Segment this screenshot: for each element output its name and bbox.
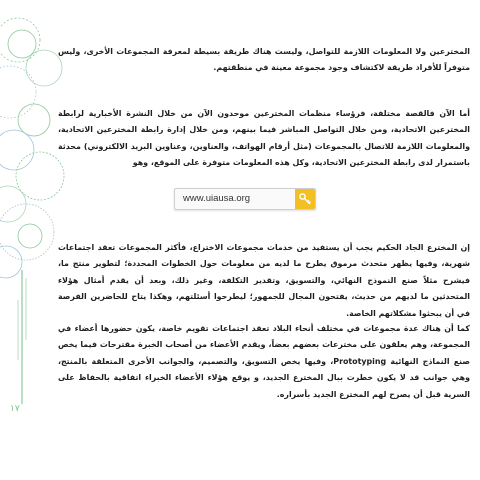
- paragraph-4: كما أن هناك عدة مجموعات في مختلف أنحاء البلاد تعقد اجتماعات تقويم خاصة، يكون حضورها أعضاء في المجموعة، وهم يعلقون على مخترعات بعضهم بعضاً، ويقدم الأعضاء من أصحاب الخبرة مقترحات فيما يخص صنع النماذج النهائية Prototyping، وفيها يخص التسويق، والتصميم، والجوانب الأخرى المتعلقة بالمنتج، وهي جوانب قد لا يكون خطرت ببال المخترع الجديد، و يوقع هؤلاء الأعضاء الخبراء اتفاقية بالحفاظ على السرية قبل أن يصرح لهم المخترع الجديد بأسراره.: [58, 323, 471, 399]
- page-number: ١٧: [10, 404, 20, 414]
- url-search-box: [174, 188, 316, 210]
- key-icon: [295, 189, 315, 209]
- paragraph-1: المخترعين ولا المعلومات اللازمة للتواصل، وليست هناك طريقة بسيطة لمعرفة المجموعات الأخرى، وليس متوفراً للأفراد طريقة لاكتشاف وجود مجموعة معينة في منطقتهم.: [58, 46, 470, 73]
- website-url[interactable]: www.uiausa.org: [183, 193, 251, 204]
- paragraph-3: إن المخترع الجاد الحكيم يجب أن يستفيد من خدمات مجموعات الاختراع، فأكثر المجموعات تعقد اجتماعات شهرية، وفيها يظهر متحدث مرموق يطرح ما لديه من معلومات حول الخطوات المحددة؛ لتطوير منتج ما، فيشرح مثلاً صنع النموذج النهائي، والتسويق، وتقدير التكلفة، وغير ذلك، وبعد أن يقدم أمثال هؤلاء المتحدثين ما لديهم من حديث، يفتحون المجال للجمهور؛ ليطرحوا أسئلتهم، وهكذا يتاح للحاضرين الفرصة في أن يبحثوا مشكلاتهم الخاصة.: [58, 242, 470, 318]
- paragraph-2: أما الآن فالقصة مختلفة، فرؤساء منظمات المخترعين موحدون الآن من خلال النشرة الأخبارية لرابطة المخترعين الاتحادية، ومن خلال التواصل المباشر فيما بينهم، ومن خلال إدارة رابطة المخترعين الاتحادية، والمعلومات اللازمة للاتصال بالمجموعات (مثل أرقام الهواتف، والعناوين، وعناوين البريد الالكتروني) محدثة باستمرار لدى رابطة المخترعين الاتحادية، وكل هذه المعلومات متوفرة على الموقع، وهو: [58, 108, 470, 168]
